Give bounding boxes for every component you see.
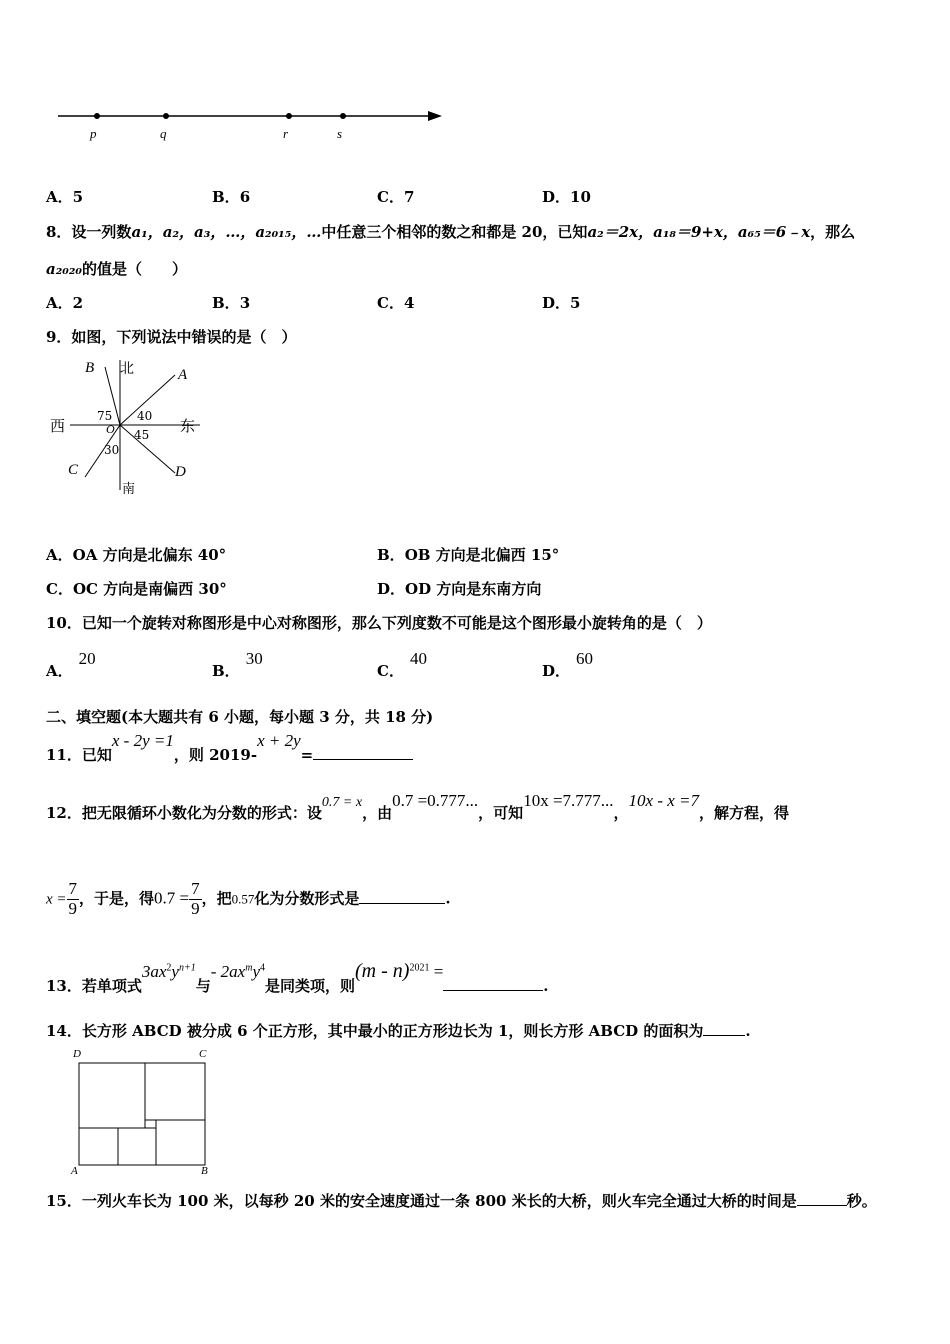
q12-line2: x = $\frac{7}{9}$ ，于是，得0.7 = $\frac{7}{9}$ ，把0.57化为分数形式是 . xyxy=(46,879,451,918)
q15-stem: 15．一列火车长为 100 米，以每秒 20 米的安全速度通过一条 800 米长的大桥，则火车完全通过大桥的时间是 秒。 xyxy=(46,1192,877,1210)
q7-option-d: D．10 xyxy=(542,188,591,206)
q13-answer-blank[interactable] xyxy=(443,990,543,991)
rect-label-a: A xyxy=(71,1165,78,1177)
q15-answer-blank[interactable] xyxy=(797,1205,847,1206)
point-label-p: p xyxy=(90,126,97,141)
angle-40-label: 40 xyxy=(137,409,153,423)
q13: 13．若单项式$3ax^2y^{n+1}$与- $2ax^my^4$是同类项，则(m - n)$^{2021}$ =. xyxy=(46,960,549,995)
point-label-s: s xyxy=(337,126,343,141)
compass-south-label: 南 xyxy=(122,482,136,497)
q12-answer-blank[interactable] xyxy=(359,903,445,904)
rectangle-abcd-figure xyxy=(78,1062,208,1168)
compass-origin-o: O xyxy=(106,422,115,436)
q9-option-d: D．OD 方向是东南方向 xyxy=(377,580,542,598)
angle-75-label: 75 xyxy=(97,409,113,423)
rect-label-d: D xyxy=(73,1048,81,1060)
q8-stem-line2: a₂₀₂₀的值是（ ） xyxy=(46,260,188,278)
q11-answer-blank[interactable] xyxy=(313,759,413,760)
q10-option-d: D．60 xyxy=(542,649,594,680)
compass-point-d: D xyxy=(175,464,186,480)
compass-point-b: B xyxy=(85,360,95,376)
q9-stem: 9．如图，下列说法中错误的是（ ） xyxy=(46,328,297,346)
q8-option-c: C．4 xyxy=(377,294,415,312)
rect-label-b: B xyxy=(201,1165,208,1177)
q10-stem: 10．已知一个旋转对称图形是中心对称图形，那么下列度数不可能是这个图形最小旋转角的是（ ） xyxy=(46,614,712,632)
compass-west-label: 西 xyxy=(50,417,66,435)
compass-north-label: 北 xyxy=(120,361,134,377)
q10-option-a: A．20 xyxy=(46,649,96,680)
q8-option-d: D．5 xyxy=(542,294,581,312)
q7-option-b: B．6 xyxy=(212,188,251,206)
q11: 11．已知x - 2y =1，则 2019-x + 2y= xyxy=(46,730,413,751)
q7-option-a: A．5 xyxy=(46,188,84,206)
q8-option-b: B．3 xyxy=(212,294,251,312)
q8-option-a: A．2 xyxy=(46,294,84,312)
angle-30-label: 30 xyxy=(104,443,120,457)
section-2-title: 二、填空题(本大题共有 6 小题，每小题 3 分，共 18 分) xyxy=(46,708,434,726)
q14-answer-blank[interactable] xyxy=(703,1035,745,1036)
compass-east-label: 东 xyxy=(180,417,196,435)
compass-point-a: A xyxy=(178,367,188,383)
q7-option-c: C．7 xyxy=(377,188,415,206)
point-label-q: q xyxy=(160,126,167,141)
angle-45-label: 45 xyxy=(134,428,150,442)
q14-stem: 14．长方形 ABCD 被分成 6 个正方形，其中最小的正方形边长为 1，则长方形 ABCD 的面积为 . xyxy=(46,1022,751,1040)
compass-point-c: C xyxy=(68,462,79,478)
q10-option-b: B．30 xyxy=(212,649,263,680)
q9-option-a: A．OA 方向是北偏东 40° xyxy=(46,546,227,564)
number-line-figure xyxy=(50,100,450,150)
rect-label-c: C xyxy=(199,1048,207,1060)
q12-line1: 12．把无限循环小数化为分数的形式：设0.7 = x，由0.7 =0.777...，可知10x =7.777...，10x - x =7，解方程，得 xyxy=(46,791,790,822)
q9-option-c: C．OC 方向是南偏西 30° xyxy=(46,580,227,598)
point-label-r: r xyxy=(283,126,289,141)
q9-option-b: B．OB 方向是北偏西 15° xyxy=(377,546,560,564)
q10-option-c: C．40 xyxy=(377,649,427,680)
q8-stem-line1: 8．设一列数a₁，a₂，a₃，…，a₂₀₁₅，…中任意三个相邻的数之和都是 20，已知a₂＝2x，a₁₈＝9+x，a₆₅＝6﹣x，那么 xyxy=(46,223,856,241)
